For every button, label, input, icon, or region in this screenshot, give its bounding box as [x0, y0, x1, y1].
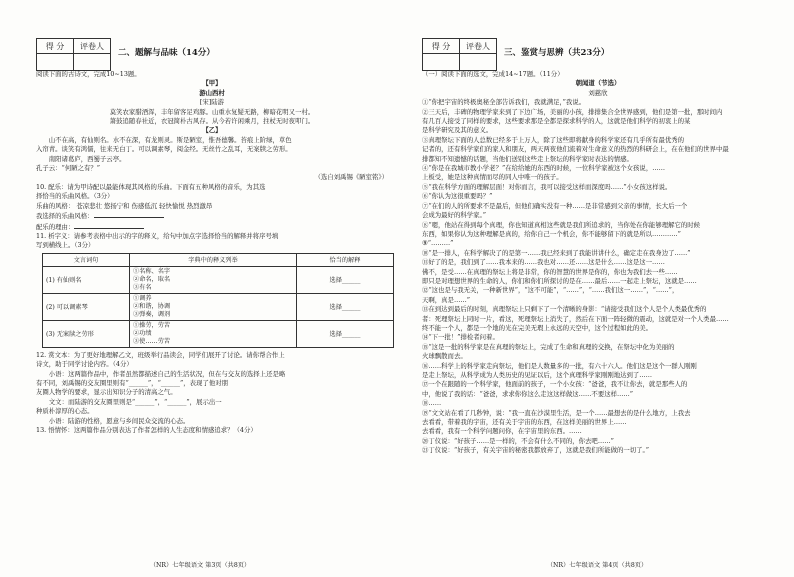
- paragraph-line: ⑫“这也是与我无关，一种新世界”，“这不可能”，“……”，“……我们这一……”，“……”，: [422, 286, 679, 295]
- table-head-phrase: 文言词句: [43, 253, 130, 266]
- paragraph-line: ⑬在到达到最后的时刻，真理祭坛上只剩下了一个清晰的身影：“请接受我们这个人是个人类最优秀的: [422, 305, 707, 314]
- row-phrase: (2) 可以调素琴: [43, 293, 130, 320]
- paragraph-line: ⑯……科学上的科学家走向祭坛，他们是人数量多的一批，有六十六人。他们这是这个一群人刚刚: [422, 361, 697, 370]
- paragraph-line: 记者的，还有科学家们的家人和朋友，两天两夜他们流着对生命意义的热烈的科研会上，在在他们的世界中最: [422, 145, 729, 154]
- q12-line-6[interactable]: 文文：而陆游的交友圈里则是“______”，“______”，展示出一: [48, 397, 222, 406]
- grader-cell[interactable]: [74, 54, 111, 71]
- q10-choice-blank[interactable]: [94, 211, 164, 218]
- paragraph-line: ⑥“你认为这很重要吗？”: [422, 192, 493, 201]
- paragraph-line: 者：死理祭坛上同时一片，看这，死理祭坛上消失了，然后在下面一阵轻微的震动，这就是对一个人类最……: [422, 314, 729, 323]
- paragraph-line: 佛不，是受……在真理的祭坛上将是非常，你的智慧的世界是你的，你也为我们去一些……: [422, 267, 678, 276]
- article-paragraphs: [422, 98, 774, 455]
- paragraph-line: 天啊，真是……”: [422, 295, 471, 304]
- left-score-box: [36, 38, 111, 71]
- paragraph-line: ⑲“文文站在看了几秒钟，说：“我一直在沙漠里生活，是一个……最想去的是什么地方，上我去: [422, 408, 691, 417]
- paragraph-line: 即只是对理想世界的生命的人，你们和你们所探讨的是在……最后……一起走上祭坛，这就是……: [422, 276, 697, 285]
- right-page: [400, 0, 794, 577]
- poem-line-1: 莫笑农家腊酒浑，丰年留客足鸡豚。山重水复疑无路，柳暗花明又一村。: [109, 107, 315, 116]
- q10-reason: 配乐的理由：: [36, 222, 75, 231]
- paragraph-line: 终不能一个人，都是一个地的光在完美无瑕上永远的天空中，这个过程如此的美。: [422, 323, 653, 332]
- q12-line-4[interactable]: 有不同，刘禹锡的交友圈里则有“______”，“______”，表现了他对朋: [36, 378, 229, 387]
- row-phrase: (3) 无案牍之劳形: [43, 320, 130, 347]
- right-score-box: [422, 38, 497, 71]
- q13-line-1: 13. 悟情怀：这两篇作品分别表达了作者怎样的人生态度和情感追求？（4分）: [36, 425, 257, 434]
- paragraph-line: ⑪好了的是，我们到了……我本来的……我也对……还……这是什么……这是这一……: [422, 258, 665, 267]
- score-cell[interactable]: [423, 54, 460, 71]
- right-body: [422, 70, 774, 456]
- q12-line-3: 小语：这两篇作品中，作者虽然都描述自己的生活状况，但在与交友的选择上还是略: [48, 369, 286, 378]
- yi-line-3: 南阳诸葛庐，西蜀子云亭。: [48, 154, 126, 163]
- paragraph-line: ⑳丁仪说：“好孩子……是一样的，不会有什么不同的，你去吧……”: [422, 436, 614, 445]
- yi-label: 【乙】: [202, 126, 222, 135]
- row-pick[interactable]: 选择______: [297, 293, 394, 320]
- q10-line-1: 10. 配乐：请为甲诗配以最能体现其风格的乐曲。下面有五种风格的音乐，为其选: [36, 182, 266, 191]
- def-item: ②命名，取名: [133, 275, 171, 283]
- article-author: 刘慈欣: [588, 88, 608, 97]
- def-item: ①名称、名字: [133, 267, 171, 275]
- def-item: ②和谐，协调: [133, 302, 171, 310]
- paragraph-line: 去看看，我有一个科学问题问你，在宇宙里的东西。……: [422, 427, 582, 436]
- q11-line-1: 11. 析字义：请参考表格中出示的字的释义，给句中加点字选择恰当的解释并将序号填: [36, 231, 279, 240]
- paragraph-line: ㉑丁仪说：“好孩子，有关宇宙的秘密我都放弃了，这就是我们所能做的一切了。”: [422, 446, 650, 455]
- row-pick[interactable]: 选择______: [297, 266, 394, 293]
- right-footer: （NR）七年级语文 第4页（共8页）: [546, 562, 648, 569]
- paragraph-line: 火球飘散而去。: [422, 352, 467, 361]
- left-footer: （NR）七年级语文 第3页（共8页）: [149, 562, 251, 569]
- q12-line-2: 诗文，助于同学讨论内容。（4分）: [36, 360, 133, 369]
- paragraph-line: ③真理祭坛下面的人总数已经多于上万人，除了这些即将献身的科学家还有几乎所有最优秀的: [422, 135, 685, 144]
- paragraph-line: ⑩“是一排人，在科学解决了的是第一……我已经来到了我能讲讲什么，确定走在我身边了……”: [422, 248, 691, 257]
- table-head-pick: 恰当的解释: [297, 253, 394, 266]
- paragraph-line: 上板受，她是这种真情而尽的同人中唯一的孩子。: [422, 173, 563, 182]
- paragraph-line: 东西，如果你认为这种理解是真的，给你自己一个机会，你不能够留下的就是所以…………”: [422, 229, 681, 238]
- paragraph-line: ⑰一个在跟随的一个科学家，他面前的孩子，一个小女孩：“爸爸，我不让你去，就是那些人的: [422, 380, 688, 389]
- grader-label: 评卷人: [460, 39, 497, 54]
- table-row: [43, 293, 394, 320]
- def-item: ③有名: [133, 283, 152, 291]
- grader-cell[interactable]: [460, 54, 497, 71]
- yi-source: （选自刘禹锡《陋室铭》）: [314, 173, 388, 182]
- paragraph-line: ⑨“………”: [422, 239, 454, 248]
- intro: 阅读下面的古诗文，完成10~13题。: [36, 70, 141, 78]
- q12-line-5: 友圈人物学的要求，显示出知识分子的清高之气。: [36, 388, 177, 397]
- definition-table: [42, 253, 394, 348]
- def-item: ②功绩: [133, 329, 152, 337]
- paragraph-line: ①“你把宇宙的终极奥秘全部告诉我们，我就满足，”我说。: [422, 98, 586, 107]
- row-defs: [130, 293, 297, 320]
- row-defs: [130, 266, 297, 293]
- def-item: ①调养: [133, 294, 152, 302]
- section-title: 三、鉴赏与思辨（共23分）: [504, 48, 610, 58]
- table-head-defs: 字典中的释义列举: [130, 253, 297, 266]
- q11-line-2: 写到横线上。（3分）: [36, 241, 95, 250]
- paragraph-line: ⑭“下一批！”排检者问着。: [422, 333, 499, 342]
- yi-line-4: 孔子云：“何陋之有？”: [36, 164, 101, 173]
- paragraph-line: ⑱……: [422, 399, 442, 408]
- paragraph-line: ⑮“这是一批的科学家是在真理的祭坛上，完成了生命和真理的交换，在祭坛中化为美丽的: [422, 342, 675, 351]
- article-title: 朝闻道（节选）: [575, 79, 621, 88]
- part1-intro: （一）阅读下面的选文，完成14~17题。（11分）: [422, 70, 564, 78]
- paragraph-line: 去看看，带着我的宇宙，还有关于宇宙的东西，在这样美丽的世界上……: [422, 418, 627, 427]
- paragraph-line: 会成为最好的科学家。”: [422, 211, 486, 220]
- q10-styles: 乐曲的风格： 苍凉悲壮 悠扬宁和 伤感低沉 轻快愉悦 热烈激昂: [36, 201, 213, 210]
- paragraph-line: 有几百人接受了同样的要求，这些要求那是全都是探求科学的人，这就是他们科学的初衷上的某: [422, 117, 691, 126]
- paragraph-line: ④“你是在我城市教小学老？”在给给她的东西的时候，一位科学家被这个女孩说，……: [422, 164, 665, 173]
- poem-line-2: 箫鼓追随春社近，衣冠简朴古风存。从今若许闲乘月，拄杖无时夜叩门。: [109, 117, 315, 126]
- row-pick[interactable]: 选择______: [297, 320, 394, 347]
- poem-title: 游山西村: [199, 88, 225, 97]
- poem-author: [宋]陆游: [199, 98, 225, 107]
- paragraph-line: ⑤“我在科学方面的理解层面！对你而言，我可以接受这样而深度吗……”小女孩这样说。: [422, 182, 672, 191]
- paragraph-line: 是走上祭坛，从科学成为人类历史的见证以后，这个真理科学家刚刚地达到了……: [422, 371, 653, 379]
- table-row: [43, 266, 394, 293]
- paragraph-line: ⑦“在们的人的所要求不是最后，但他们确实没有一种……是非常感到父亲的事情，长大后一个: [422, 201, 688, 210]
- table-row: [43, 320, 394, 347]
- score-label: 得 分: [423, 39, 460, 54]
- q12-line-7: 种质朴淳厚的心态。: [36, 407, 94, 416]
- row-defs: [130, 320, 297, 347]
- q12-line-8: 小语：陆游的性格，愿意与乡间民众交流的心态。: [48, 416, 190, 425]
- paragraph-line: ②三天后，丰碑的物理学家来到了下边广场，美丽的小孩，排排集合全世界感到，他们是第一批，那时间内: [422, 107, 723, 116]
- section-title: 二、题解与品味（14分）: [118, 48, 215, 58]
- yi-line-1: 山不在高，有仙则名。水不在深，有龙则灵。斯是陋室，惟吾德馨。苔痕上阶绿，草色: [48, 135, 292, 144]
- grader-label: 评卷人: [74, 39, 111, 54]
- paragraph-line: 排都知不知遗憾的话题，当他们送别这些走上祭坛的科学家时表达的情感。: [422, 154, 633, 163]
- left-body: [36, 70, 388, 435]
- paragraph-line: 是科学研究及其的意义。: [422, 126, 493, 135]
- yi-line-2: 入帘青。谈笑有鸿儒，往来无白丁。可以调素琴，阅金经。无丝竹之乱耳，无案牍之劳形。: [36, 145, 292, 154]
- q10-choice: 我选择的乐曲风格：: [36, 212, 94, 221]
- jia-label: 【甲】: [202, 79, 222, 88]
- paragraph-line: 中，他说了我的话：“爸爸，求求你你这么走这这样做这……不要这样……”: [422, 389, 634, 398]
- score-label: 得 分: [37, 39, 74, 54]
- q10-line-2: 择恰当的乐曲风格。（3分）: [36, 192, 114, 201]
- q10-reason-blank[interactable]: [74, 222, 144, 229]
- score-cell[interactable]: [37, 54, 74, 71]
- paragraph-line: ⑧“嗯，他站在得到每个真理，你也知道真相这些就是我们所追求的，当你处在你能够理解它的时候: [422, 220, 701, 229]
- def-item: ③使……劳苦: [133, 337, 171, 345]
- q12-line-1: 12. 赏文本：为了更好地理解乙文，班级举行品读会，同学们展开了讨论。请你帮合作上: [36, 350, 285, 359]
- def-item: ①操劳，劳苦: [133, 321, 171, 329]
- def-item: ③弹奏，调剂: [133, 310, 171, 318]
- row-phrase: (1) 有仙则名: [43, 266, 130, 293]
